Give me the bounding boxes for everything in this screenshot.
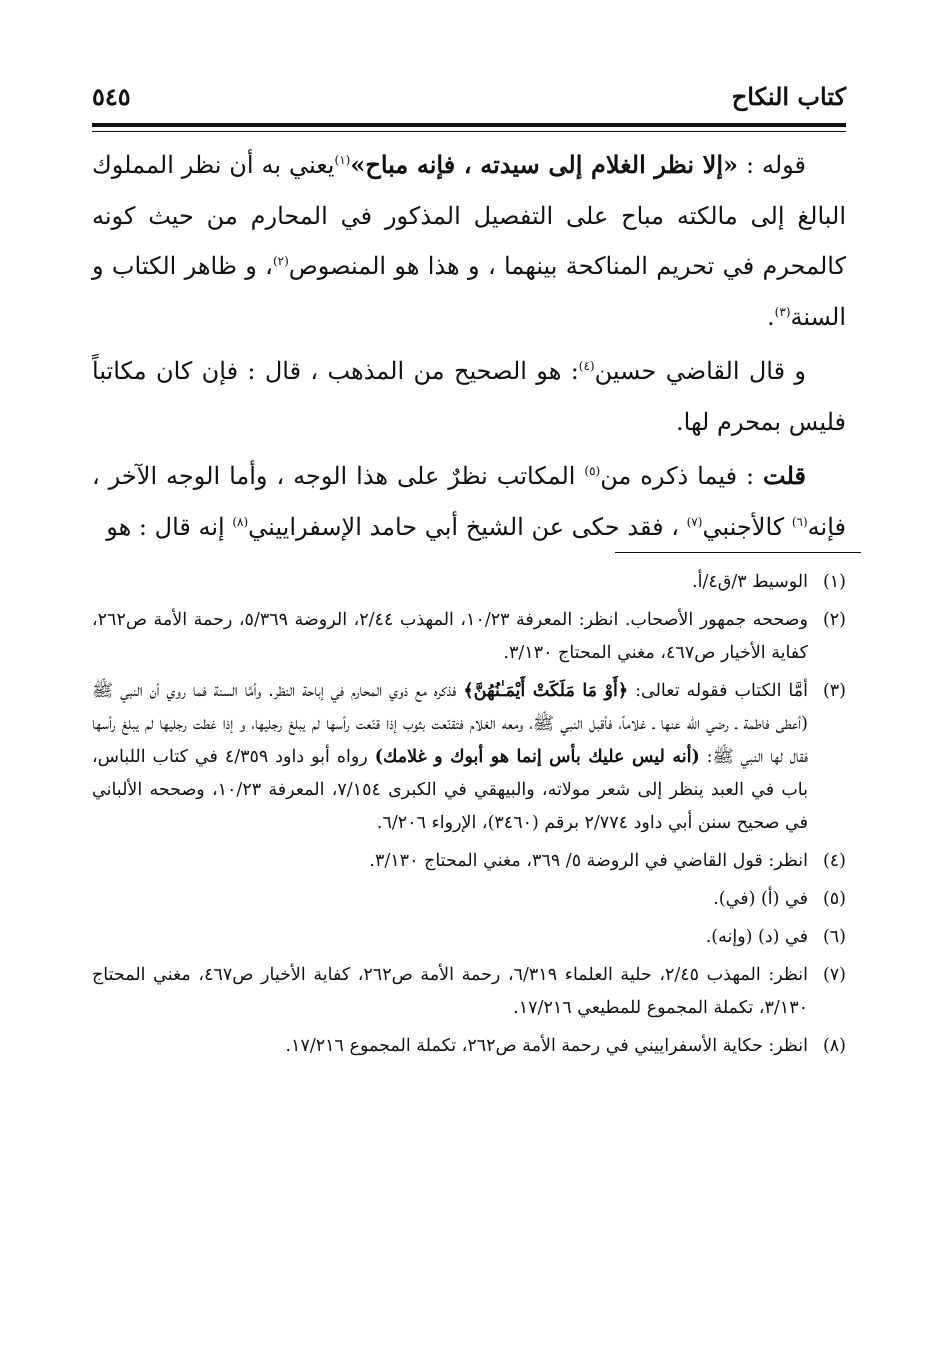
- quoted-text: «إلا نظر الغلام إلى سيدته ، فإنه مباح»: [350, 150, 739, 179]
- footnote-text: وصححه جمهور الأصحاب. انظر: المعرفة ١٠/٢٣، المهذب ٢/٤٤، الروضة ٥/٣٦٩، رحمة الأمة ص٢٦٢، كفاية الأخيار ص٤٦٧، مغني المحتاج ٣/١٣٠.: [92, 610, 808, 663]
- footnote-ref-1: (١): [334, 153, 351, 167]
- footnote-4: [92, 845, 846, 878]
- paragraph-1-text-a: يعني به أن نظر المملوك البالغ إلى مالكته مباح على التفصيل المذكور في المحارم من حيث كونه كالمحرم في تحريم المناكحة بينهما ، و هذا هو المنصوص: [92, 151, 847, 280]
- footnote-number: (٦): [822, 927, 846, 947]
- page-number: ٥٤٥: [92, 82, 131, 111]
- hadith-text: (أنه ليس عليك بأس إنما هو أبوك و غلامك): [374, 747, 700, 767]
- paragraph-3-text-a: : فيما ذكره من: [600, 462, 764, 490]
- footnote-7: [92, 959, 846, 1025]
- footnote-number: (٢): [822, 610, 846, 630]
- footnote-text: الوسيط ٣/ق٤/أ.: [692, 572, 808, 592]
- footnote-text: انظر: قول القاضي في الروضة ٥/ ٣٦٩، مغني المحتاج ٣/١٣٠.: [369, 851, 808, 871]
- footnote-number: (١): [822, 572, 846, 592]
- main-text: [92, 140, 846, 556]
- footnote-number: (٧): [822, 965, 846, 985]
- footnote-1: [92, 566, 846, 599]
- footnote-6: [92, 921, 846, 954]
- footnote-ref-7: (٧): [686, 514, 703, 529]
- footnote-3-text-a: أمَّا الكتاب فقوله تعالى:: [628, 681, 809, 701]
- footnote-number: (٨): [822, 1036, 846, 1056]
- paragraph-1-text-b: ، و ظاهر الكتاب و السنة: [92, 252, 846, 331]
- paragraph-1: [92, 140, 846, 342]
- footnote-number: (٤): [822, 851, 846, 871]
- paragraph-2-text-a: و قال القاضي حسين: [594, 357, 806, 385]
- footnote-separator: [615, 552, 861, 553]
- paragraph-1-lead: قوله :: [738, 151, 807, 179]
- book-title: كتاب النكاح: [731, 82, 846, 111]
- paragraph-3-text-e: إنه قال : هو: [106, 512, 233, 541]
- paragraph-3-text-d: ، فقد حكى عن الشيخ أبي حامد الإسفراييني: [248, 512, 687, 541]
- paragraph-3-text-c: كالأجنبي: [702, 512, 792, 541]
- footnotes: [92, 566, 846, 1068]
- footnote-ref-6: (٦): [791, 514, 808, 529]
- header-rule-thick: [92, 123, 846, 127]
- footnote-number: (٣): [822, 681, 846, 701]
- footnote-3-text-b: فذكره مع ذوي المحارم في إباحة النظر. وأمَّا السنة فما روي أن النبي ﷺ (أعطى فاطمة ـ رضي الله عنها ـ غلاماً، فأقبل النبي ﷺ، ومعه الغلام فتقنّعت بثوب إذا قنّعت رأسها لم يبلغ رجليها، و إذا غطت رجليها لم يبلغ رأسها فقال لها النبي ﷺ:: [92, 681, 809, 767]
- footnote-text: انظر: حكاية الأسفراييني في رحمة الأمة ص٢٦٢، تكملة المجموع ١٧/٢١٦.: [285, 1036, 808, 1056]
- page-header: [92, 82, 846, 118]
- header-rule-thin: [92, 131, 846, 132]
- paragraph-3-lead: قلت: [763, 461, 807, 490]
- footnote-ref-4: (٤): [578, 359, 595, 373]
- footnote-5: [92, 883, 846, 916]
- footnote-number: (٥): [822, 889, 846, 909]
- footnote-3-text-c: رواه أبو داود ٤/٣٥٩ في كتاب اللباس، باب في العبد ينظر إلى شعر مولاته، والبيهقي في الكبرى ٧/١٥٤، المعرفة ١٠/٢٣، وصححه الألباني في صحيح سنن أبي داود ٢/٧٧٤ برقم (٣٤٦٠)، الإرواء ٦/٢٠٦.: [92, 747, 809, 833]
- paragraph-3: [92, 451, 846, 552]
- paragraph-2-text-b: : هو الصحيح من المذهب ، قال : فإن كان مكاتباً فليس بمحرم لها.: [92, 357, 846, 436]
- footnote-ref-8: (٨): [232, 514, 249, 529]
- footnote-ref-2: (٢): [272, 254, 289, 268]
- quran-verse: ﴿أَوْ مَا مَلَكَتْ أَيْمَـٰنُهُنَّ﴾: [463, 681, 629, 701]
- footnote-8: [92, 1030, 846, 1063]
- footnote-ref-5: (٥): [584, 464, 601, 478]
- footnote-text: [92, 681, 808, 833]
- paragraph-2: [92, 346, 846, 447]
- paragraph-1-end: .: [767, 302, 775, 331]
- paragraph-3-text-b: المكاتب نظرٌ على هذا الوجه ، وأما الوجه الآخر ، فإنه: [92, 462, 846, 541]
- footnote-3: [92, 675, 846, 840]
- footnote-ref-3: (٣): [774, 304, 791, 319]
- footnote-text: في (أ) (في).: [713, 889, 808, 909]
- footnote-2: [92, 604, 846, 670]
- footnote-text: انظر: المهذب ٢/٤٥، حلية العلماء ٦/٣١٩، رحمة الأمة ص٢٦٢، كفاية الأخيار ص٤٦٧، مغني المحتاج ٣/١٣٠، تكملة المجموع للمطيعي ١٧/٢١٦.: [92, 965, 808, 1018]
- footnote-text: في (د) (وإنه).: [705, 927, 808, 947]
